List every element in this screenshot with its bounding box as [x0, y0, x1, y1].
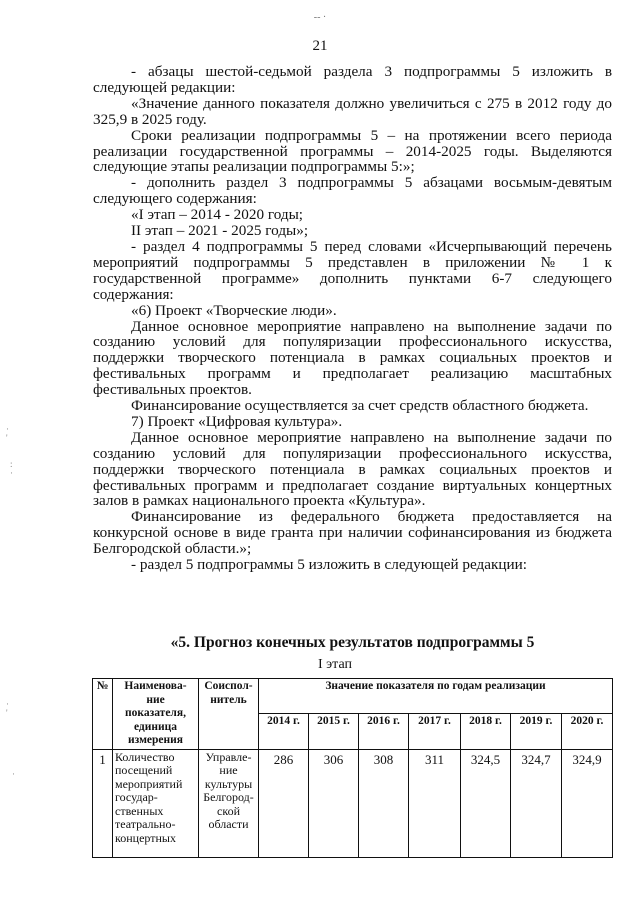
document-body: [93, 64, 612, 573]
paragraph: Сроки реализации подпрограммы 5 – на протяжении всего периода реализации государственной программы – 2014-2025 годы. Выделяются следующие этапы реализации подпрограммы 5:»;: [93, 126, 612, 176]
scan-speck: : ·: [10, 459, 13, 478]
cell-value: 286: [259, 749, 309, 857]
header-year: 2017 г.: [409, 714, 461, 749]
paragraph: II этап – 2021 - 2025 годы»;: [131, 222, 309, 240]
cell-value: 308: [359, 749, 409, 857]
section-title: «5. Прогноз конечных результатов подпрограммы 5: [170, 634, 535, 651]
cell-value: 306: [309, 749, 359, 857]
cell-executor: Управле- ние культуры Белгород- ской области: [199, 749, 259, 857]
header-year: 2018 г.: [461, 714, 511, 749]
header-year: 2016 г.: [359, 714, 409, 749]
cell-value: 324,7: [511, 749, 562, 857]
scan-speck: ·: [12, 769, 15, 779]
paragraph: - раздел 4 подпрограммы 5 перед словами «Исчерпывающий перечень мероприятий подпрограммы 5 представлен в приложении № 1 к государственной программе» дополнить пунктами 6-7 следующего содержания:: [93, 237, 612, 303]
paragraph: Финансирование осуществляется за счет средств областного бюджета.: [131, 397, 589, 415]
paragraph: 7) Проект «Цифровая культура».: [131, 412, 343, 430]
header-year: 2019 г.: [511, 714, 562, 749]
cell-value: 311: [409, 749, 461, 857]
page-number: 21: [312, 38, 328, 54]
results-table: [92, 678, 613, 858]
paragraph: Данное основное мероприятие направлено на выполнение задачи по созданию условий для популяризации профессионального искусства, поддержки творческого потенциала в рамках социальных проектов и фестивальных программ и предполагает реализацию масштабных фестивальных проектов.: [93, 317, 612, 399]
cell-value: 324,5: [461, 749, 511, 857]
paragraph: - дополнить раздел 3 подпрограммы 5 абзацами восьмым-девятым следующего содержания:: [93, 174, 612, 208]
header-year: 2020 г.: [562, 714, 613, 749]
header-year: 2014 г.: [259, 714, 309, 749]
paragraph: Данное основное мероприятие направлено на выполнение задачи по созданию условий для популяризации профессионального искусства, поддержки творческого потенциала в рамках социальных проектов и фестивальных программ и предполагает создание виртуальных концертных залов в рамках национального проекта «Культура».: [93, 428, 612, 510]
page-header: [0, 12, 640, 55]
paragraph: «6) Проект «Творческие люди».: [131, 301, 337, 319]
header-year: 2015 г.: [309, 714, 359, 749]
paragraph: Финансирование из федерального бюджета предоставляется на конкурсной основе в виде гранта при наличии софинансирования из бюджета Белгородской области.»;: [93, 508, 612, 558]
paragraph: - раздел 5 подпрограммы 5 изложить в следующей редакции:: [131, 556, 527, 574]
header-executor: Соиспол- нитель: [199, 679, 259, 750]
table-row: [93, 749, 613, 857]
cell-value: 324,9: [562, 749, 613, 857]
scan-speck: · ': [6, 699, 9, 718]
cell-name: Количество посещений мероприятий государ- ственных театрально- концертных: [113, 749, 199, 857]
header-name: Наименова- ние показателя, единица измерения: [113, 679, 199, 750]
paragraph: «I этап – 2014 - 2020 годы;: [131, 206, 304, 224]
paragraph: - абзацы шестой-седьмой раздела 3 подпрограммы 5 изложить в следующей редакции:: [93, 63, 612, 96]
table-header-row: [93, 679, 613, 714]
paragraph: «Значение данного показателя должно увеличиться с 275 в 2012 году до 325,9 в 2025 году.: [93, 94, 612, 128]
cell-num: 1: [93, 749, 113, 857]
header-values-group: Значение показателя по годам реализации: [259, 679, 613, 714]
scan-speck: · ': [6, 424, 9, 443]
stage-label: I этап: [318, 657, 352, 672]
top-mark: -- ·: [313, 12, 327, 23]
header-num: №: [93, 679, 113, 750]
